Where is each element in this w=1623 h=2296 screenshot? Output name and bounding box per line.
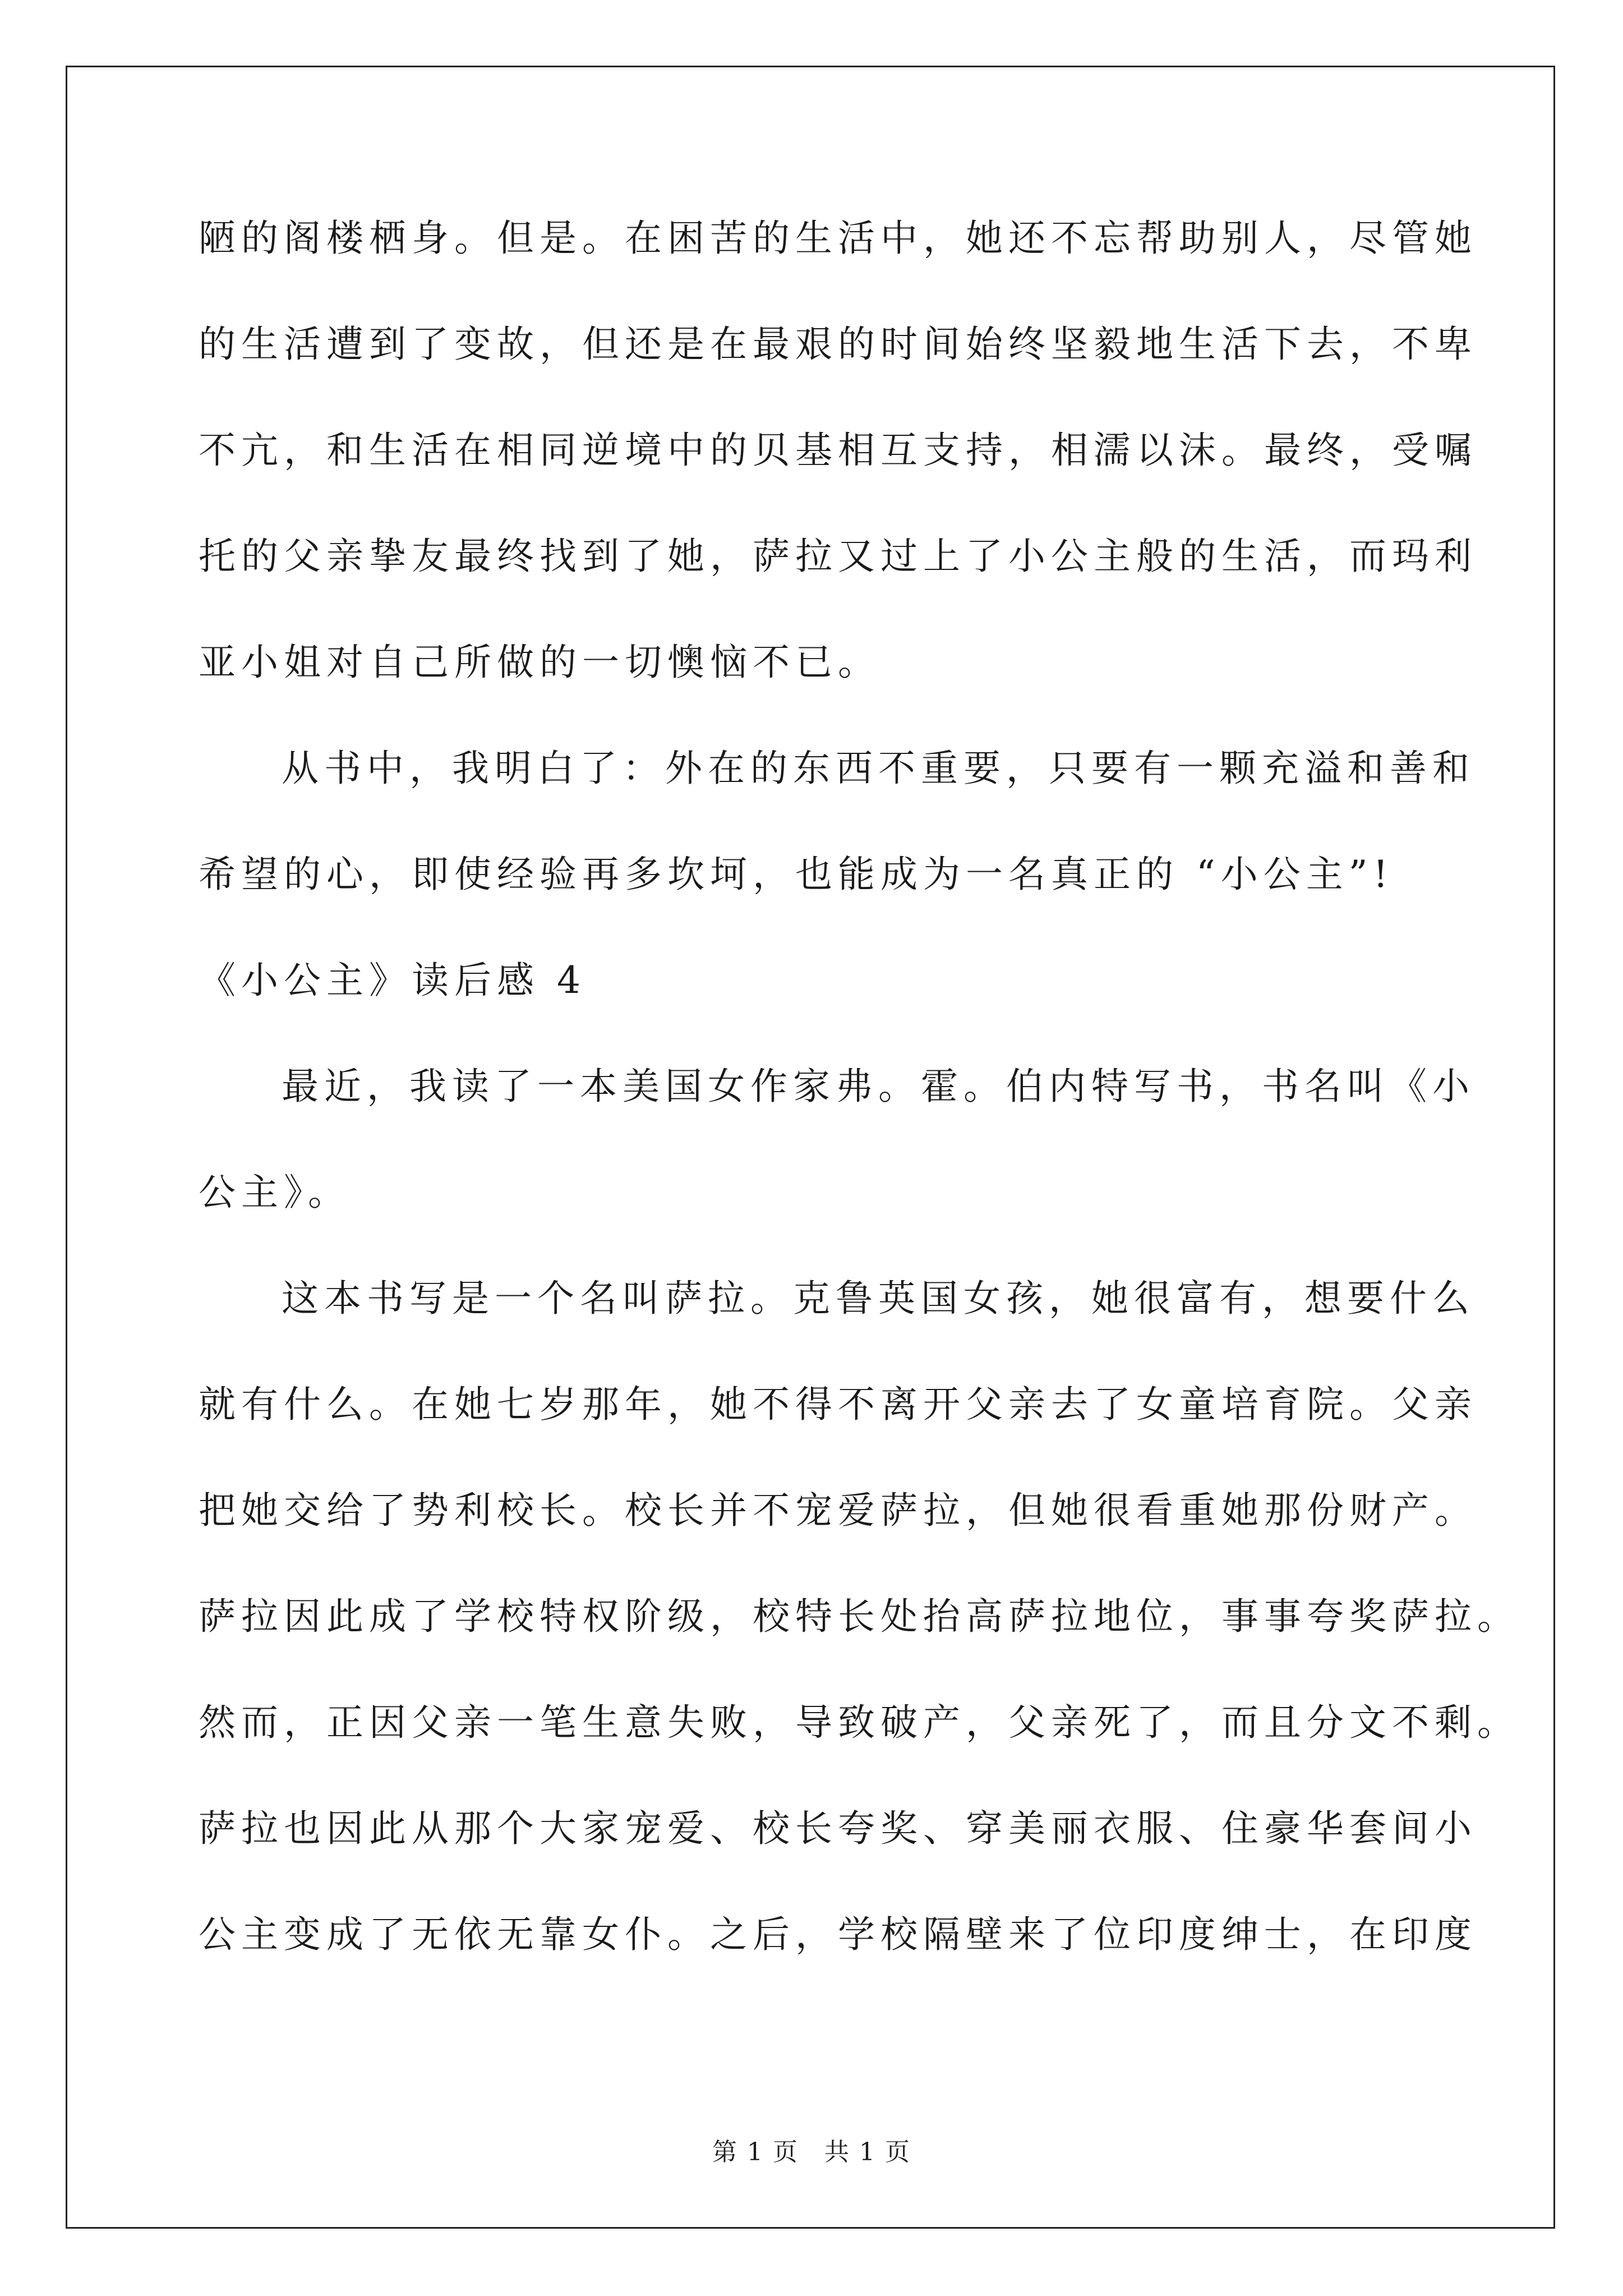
text-line: 托的父亲挚友最终找到了她，萨拉又过上了小公主般的生活，而玛利: [199, 535, 1477, 578]
text-line: 陋的阁楼栖身。但是。在困苦的生活中，她还不忘帮助别人，尽管她: [199, 217, 1477, 260]
text-line: 不亢，和生活在相同逆境中的贝基相互支持，相濡以沫。最终，受嘱: [199, 429, 1477, 472]
text-line: 公主》。: [199, 1171, 351, 1214]
text-line: 公主变成了无依无靠女仆。之后，学校隔壁来了位印度绅士，在印度: [199, 1913, 1477, 1956]
text-line: 亚小姐对自己所做的一切懊恼不已。: [199, 641, 880, 684]
document-body: [199, 213, 1520, 2016]
text-line: 把她交给了势利校长。校长并不宠爱萨拉，但她很看重她那份财产。: [199, 1489, 1477, 1532]
text-line: 萨拉也因此从那个大家宠爱、校长夸奖、穿美丽衣服、住豪华套间小: [199, 1807, 1477, 1850]
text-line: 这本书写是一个名叫萨拉。克鲁英国女孩，她很富有，想要什么: [282, 1277, 1475, 1320]
text-line: 最近，我读了一本美国女作家弗。霍。伯内特写书，书名叫《小: [282, 1065, 1475, 1108]
text-line: 从书中，我明白了：外在的东西不重要，只要有一颗充溢和善和: [282, 747, 1475, 790]
text-line: 然而，正因父亲一笔生意失败，导致破产，父亲死了，而且分文不剩。: [199, 1701, 1520, 1744]
text-line: 的生活遭到了变故，但还是在最艰的时间始终坚毅地生活下去，不卑: [199, 323, 1477, 366]
text-line: 希望的心，即使经验再多坎坷，也能成为一名真正的 “小公主”!: [199, 853, 1394, 896]
section-heading: 《小公主》读后感 4: [199, 959, 586, 1002]
text-line: 萨拉因此成了学校特权阶级，校特长处抬高萨拉地位，事事夸奖萨拉。: [199, 1595, 1520, 1638]
page-number-footer: 第 1 页 共 1 页: [712, 2138, 911, 2166]
text-line: 就有什么。在她七岁那年，她不得不离开父亲去了女童培育院。父亲: [199, 1383, 1477, 1426]
